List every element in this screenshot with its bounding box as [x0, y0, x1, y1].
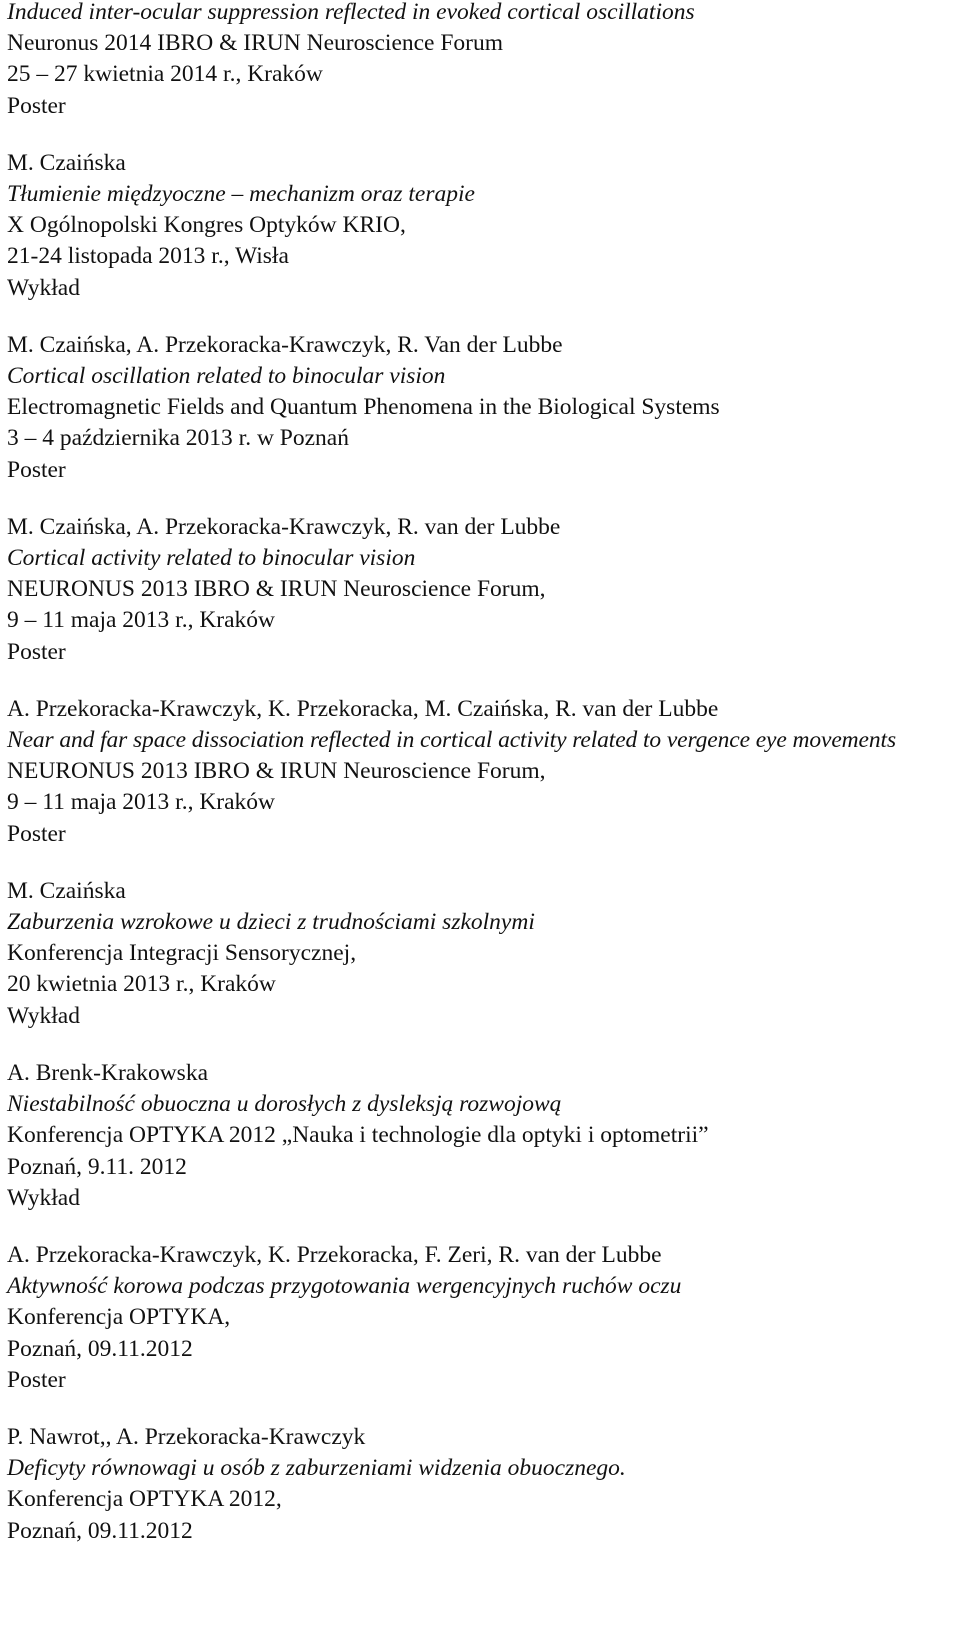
publication-entry — [7, 876, 957, 1032]
publication-authors: M. Czaińska — [7, 877, 126, 904]
publication-title: Aktywność korowa podczas przygotowania wergencyjnych ruchów oczu — [7, 1273, 682, 1300]
publication-type: Wykład — [7, 1184, 80, 1211]
publication-title: Zaburzenia wzrokowe u dzieci z trudnościami szkolnymi — [7, 909, 535, 936]
publication-event: Konferencja Integracji Sensorycznej, — [7, 940, 357, 967]
publication-event: Konferencja OPTYKA, — [7, 1304, 231, 1331]
publication-type: Wykład — [7, 274, 80, 301]
publication-entry — [7, 694, 957, 850]
publication-type: Poster — [7, 1366, 66, 1393]
publication-authors: M. Czaińska, A. Przekoracka-Krawczyk, R. van der Lubbe — [7, 513, 561, 540]
publication-date-place: 21-24 listopada 2013 r., Wisła — [7, 243, 289, 270]
publication-title: Near and far space dissociation reflected in cortical activity related to vergence eye movements — [7, 727, 897, 754]
publication-list — [7, 0, 957, 1547]
publication-title: Induced inter-ocular suppression reflected in evoked cortical oscillations — [7, 0, 695, 25]
publication-event: Neuronus 2014 IBRO & IRUN Neuroscience Forum — [7, 30, 504, 57]
publication-date-place: 9 – 11 maja 2013 r., Kraków — [7, 789, 276, 816]
publication-type: Poster — [7, 820, 66, 847]
publication-authors: A. Przekoracka-Krawczyk, K. Przekoracka, M. Czaińska, R. van der Lubbe — [7, 695, 719, 722]
publication-event: Konferencja OPTYKA 2012, — [7, 1486, 282, 1513]
publication-date-place: Poznań, 09.11.2012 — [7, 1335, 193, 1362]
publication-title: Cortical oscillation related to binocular vision — [7, 363, 446, 390]
publication-event: NEURONUS 2013 IBRO & IRUN Neuroscience Forum, — [7, 758, 546, 785]
publication-entry — [7, 1058, 957, 1214]
publication-type: Wykład — [7, 1002, 80, 1029]
publication-title: Niestabilność obuoczna u dorosłych z dysleksją rozwojową — [7, 1091, 562, 1118]
publication-date-place: 20 kwietnia 2013 r., Kraków — [7, 971, 276, 998]
publication-type: Poster — [7, 92, 66, 119]
publication-title: Deficyty równowagi u osób z zaburzeniami widzenia obuocznego. — [7, 1455, 626, 1482]
publication-event: X Ogólnopolski Kongres Optyków KRIO, — [7, 212, 406, 239]
publication-event: Konferencja OPTYKA 2012 „Nauka i technologie dla optyki i optometrii” — [7, 1122, 709, 1149]
publication-event: Electromagnetic Fields and Quantum Phenomena in the Biological Systems — [7, 394, 720, 421]
publication-date-place: Poznań, 09.11.2012 — [7, 1517, 193, 1544]
publication-title: Tłumienie międzyoczne – mechanizm oraz terapie — [7, 181, 475, 208]
publication-entry — [7, 148, 957, 304]
publication-date-place: 9 – 11 maja 2013 r., Kraków — [7, 607, 276, 634]
publication-date-place: Poznań, 9.11. 2012 — [7, 1153, 187, 1180]
publication-title: Cortical activity related to binocular vision — [7, 545, 416, 572]
publication-event: NEURONUS 2013 IBRO & IRUN Neuroscience Forum, — [7, 576, 546, 603]
publication-entry — [7, 1240, 957, 1396]
publication-entry — [7, 330, 957, 486]
publication-type: Poster — [7, 638, 66, 665]
publication-authors: M. Czaińska — [7, 149, 126, 176]
publication-entry — [7, 0, 957, 122]
publication-type: Poster — [7, 456, 66, 483]
publication-date-place: 3 – 4 października 2013 r. w Poznań — [7, 425, 349, 452]
publication-entry — [7, 1422, 957, 1547]
publication-authors: M. Czaińska, A. Przekoracka-Krawczyk, R. Van der Lubbe — [7, 331, 563, 358]
publication-authors: A. Brenk-Krakowska — [7, 1059, 209, 1086]
publication-authors: A. Przekoracka-Krawczyk, K. Przekoracka, F. Zeri, R. van der Lubbe — [7, 1241, 662, 1268]
publication-entry — [7, 512, 957, 668]
publication-date-place: 25 – 27 kwietnia 2014 r., Kraków — [7, 61, 323, 88]
publication-authors: P. Nawrot,, A. Przekoracka-Krawczyk — [7, 1423, 366, 1450]
